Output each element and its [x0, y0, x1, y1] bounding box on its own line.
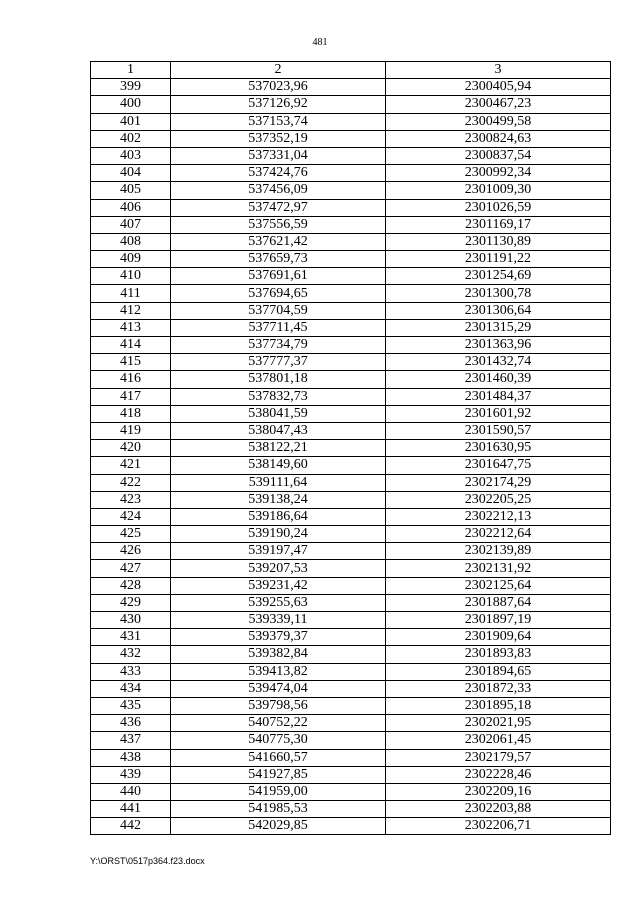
- table-row: [91, 251, 611, 268]
- x-coordinate-cell: 537801,18: [171, 371, 386, 388]
- table-row: [91, 457, 611, 474]
- y-coordinate-cell: 2301872,33: [386, 680, 611, 697]
- table-row: [91, 199, 611, 216]
- y-coordinate-cell: 2300467,23: [386, 96, 611, 113]
- x-coordinate-cell: 538149,60: [171, 457, 386, 474]
- point-number-cell: 412: [91, 302, 171, 319]
- table-row: [91, 491, 611, 508]
- table-row: [91, 646, 611, 663]
- point-number-cell: 425: [91, 526, 171, 543]
- x-coordinate-cell: 540752,22: [171, 715, 386, 732]
- y-coordinate-cell: 2301894,65: [386, 663, 611, 680]
- x-coordinate-cell: 541985,53: [171, 801, 386, 818]
- y-coordinate-cell: 2301315,29: [386, 319, 611, 336]
- table-row: [91, 216, 611, 233]
- y-coordinate-cell: 2301300,78: [386, 285, 611, 302]
- y-coordinate-cell: 2302203,88: [386, 801, 611, 818]
- table-row: [91, 474, 611, 491]
- table-row: [91, 818, 611, 835]
- y-coordinate-cell: 2302021,95: [386, 715, 611, 732]
- y-coordinate-cell: 2301254,69: [386, 268, 611, 285]
- y-coordinate-cell: 2302212,13: [386, 508, 611, 525]
- x-coordinate-cell: 537424,76: [171, 165, 386, 182]
- point-number-cell: 416: [91, 371, 171, 388]
- table-row: [91, 388, 611, 405]
- point-number-cell: 418: [91, 405, 171, 422]
- point-number-cell: 404: [91, 165, 171, 182]
- x-coordinate-cell: 539798,56: [171, 697, 386, 714]
- x-coordinate-cell: 537456,09: [171, 182, 386, 199]
- x-coordinate-cell: 542029,85: [171, 818, 386, 835]
- y-coordinate-cell: 2302179,57: [386, 749, 611, 766]
- x-coordinate-cell: 539255,63: [171, 594, 386, 611]
- table-row: [91, 715, 611, 732]
- x-coordinate-cell: 539186,64: [171, 508, 386, 525]
- point-number-cell: 432: [91, 646, 171, 663]
- point-number-cell: 415: [91, 354, 171, 371]
- footer-file-path: Y:\ORST\0517p364.f23.docx: [90, 856, 205, 866]
- y-coordinate-cell: 2302209,16: [386, 783, 611, 800]
- table-row: [91, 354, 611, 371]
- y-coordinate-cell: 2302174,29: [386, 474, 611, 491]
- x-coordinate-cell: 541660,57: [171, 749, 386, 766]
- y-coordinate-cell: 2301460,39: [386, 371, 611, 388]
- point-number-cell: 419: [91, 422, 171, 439]
- point-number-cell: 402: [91, 130, 171, 147]
- x-coordinate-cell: 537734,79: [171, 337, 386, 354]
- table-row: [91, 130, 611, 147]
- point-number-cell: 434: [91, 680, 171, 697]
- point-number-cell: 428: [91, 577, 171, 594]
- x-coordinate-cell: 537832,73: [171, 388, 386, 405]
- y-coordinate-cell: 2302228,46: [386, 766, 611, 783]
- point-number-cell: 436: [91, 715, 171, 732]
- x-coordinate-cell: 539379,37: [171, 629, 386, 646]
- x-coordinate-cell: 540775,30: [171, 732, 386, 749]
- coordinates-table-container: [90, 61, 610, 835]
- point-number-cell: 435: [91, 697, 171, 714]
- table-row: [91, 79, 611, 96]
- y-coordinate-cell: 2302206,71: [386, 818, 611, 835]
- x-coordinate-cell: 537659,73: [171, 251, 386, 268]
- table-row: [91, 371, 611, 388]
- y-coordinate-cell: 2301895,18: [386, 697, 611, 714]
- x-coordinate-cell: 537126,92: [171, 96, 386, 113]
- point-number-cell: 439: [91, 766, 171, 783]
- x-coordinate-cell: 537352,19: [171, 130, 386, 147]
- table-row: [91, 732, 611, 749]
- x-coordinate-cell: 539207,53: [171, 560, 386, 577]
- x-coordinate-cell: 541927,85: [171, 766, 386, 783]
- y-coordinate-cell: 2300824,63: [386, 130, 611, 147]
- table-row: [91, 96, 611, 113]
- page-number: 481: [312, 37, 328, 48]
- y-coordinate-cell: 2301363,96: [386, 337, 611, 354]
- table-row: [91, 663, 611, 680]
- point-number-cell: 421: [91, 457, 171, 474]
- x-coordinate-cell: 537023,96: [171, 79, 386, 96]
- table-row: [91, 302, 611, 319]
- point-number-cell: 410: [91, 268, 171, 285]
- y-coordinate-cell: 2302125,64: [386, 577, 611, 594]
- point-number-cell: 424: [91, 508, 171, 525]
- table-row: [91, 526, 611, 543]
- y-coordinate-cell: 2302061,45: [386, 732, 611, 749]
- table-row: [91, 233, 611, 250]
- y-coordinate-cell: 2301601,92: [386, 405, 611, 422]
- table-row: [91, 680, 611, 697]
- y-coordinate-cell: 2301647,75: [386, 457, 611, 474]
- y-coordinate-cell: 2301130,89: [386, 233, 611, 250]
- x-coordinate-cell: 538122,21: [171, 440, 386, 457]
- point-number-cell: 433: [91, 663, 171, 680]
- point-number-cell: 438: [91, 749, 171, 766]
- y-coordinate-cell: 2302131,92: [386, 560, 611, 577]
- y-coordinate-cell: 2301432,74: [386, 354, 611, 371]
- table-row: [91, 268, 611, 285]
- table-row: [91, 594, 611, 611]
- x-coordinate-cell: 537153,74: [171, 113, 386, 130]
- point-number-cell: 406: [91, 199, 171, 216]
- y-coordinate-cell: 2300405,94: [386, 79, 611, 96]
- point-number-cell: 399: [91, 79, 171, 96]
- table-header-row: [91, 62, 611, 79]
- x-coordinate-cell: 539474,04: [171, 680, 386, 697]
- y-coordinate-cell: 2300499,58: [386, 113, 611, 130]
- x-coordinate-cell: 537777,37: [171, 354, 386, 371]
- y-coordinate-cell: 2301026,59: [386, 199, 611, 216]
- table-row: [91, 182, 611, 199]
- point-number-cell: 422: [91, 474, 171, 491]
- y-coordinate-cell: 2301590,57: [386, 422, 611, 439]
- point-number-cell: 427: [91, 560, 171, 577]
- y-coordinate-cell: 2300837,54: [386, 147, 611, 164]
- table-header: [91, 62, 611, 79]
- table-body: [91, 79, 611, 835]
- table-row: [91, 147, 611, 164]
- y-coordinate-cell: 2301909,64: [386, 629, 611, 646]
- point-number-cell: 417: [91, 388, 171, 405]
- point-number-cell: 405: [91, 182, 171, 199]
- point-number-cell: 442: [91, 818, 171, 835]
- point-number-cell: 430: [91, 612, 171, 629]
- point-number-cell: 407: [91, 216, 171, 233]
- table-row: [91, 405, 611, 422]
- point-number-cell: 401: [91, 113, 171, 130]
- x-coordinate-cell: 539197,47: [171, 543, 386, 560]
- table-row: [91, 337, 611, 354]
- x-coordinate-cell: 539111,64: [171, 474, 386, 491]
- coordinates-table: [90, 61, 611, 835]
- column-header-1: 1: [91, 62, 171, 79]
- x-coordinate-cell: 537691,61: [171, 268, 386, 285]
- table-row: [91, 560, 611, 577]
- column-header-3: 3: [386, 62, 611, 79]
- point-number-cell: 400: [91, 96, 171, 113]
- table-row: [91, 577, 611, 594]
- table-row: [91, 749, 611, 766]
- y-coordinate-cell: 2301484,37: [386, 388, 611, 405]
- point-number-cell: 411: [91, 285, 171, 302]
- table-row: [91, 422, 611, 439]
- point-number-cell: 409: [91, 251, 171, 268]
- table-row: [91, 165, 611, 182]
- y-coordinate-cell: 2302205,25: [386, 491, 611, 508]
- y-coordinate-cell: 2302139,89: [386, 543, 611, 560]
- point-number-cell: 420: [91, 440, 171, 457]
- x-coordinate-cell: 537694,65: [171, 285, 386, 302]
- x-coordinate-cell: 539190,24: [171, 526, 386, 543]
- y-coordinate-cell: 2301191,22: [386, 251, 611, 268]
- x-coordinate-cell: 539339,11: [171, 612, 386, 629]
- x-coordinate-cell: 537556,59: [171, 216, 386, 233]
- point-number-cell: 403: [91, 147, 171, 164]
- point-number-cell: 440: [91, 783, 171, 800]
- table-row: [91, 697, 611, 714]
- table-row: [91, 766, 611, 783]
- y-coordinate-cell: 2302212,64: [386, 526, 611, 543]
- x-coordinate-cell: 539413,82: [171, 663, 386, 680]
- x-coordinate-cell: 538041,59: [171, 405, 386, 422]
- y-coordinate-cell: 2301169,17: [386, 216, 611, 233]
- table-row: [91, 801, 611, 818]
- x-coordinate-cell: 537621,42: [171, 233, 386, 250]
- x-coordinate-cell: 539138,24: [171, 491, 386, 508]
- y-coordinate-cell: 2301306,64: [386, 302, 611, 319]
- y-coordinate-cell: 2301893,83: [386, 646, 611, 663]
- x-coordinate-cell: 539382,84: [171, 646, 386, 663]
- point-number-cell: 437: [91, 732, 171, 749]
- table-row: [91, 629, 611, 646]
- table-row: [91, 543, 611, 560]
- x-coordinate-cell: 539231,42: [171, 577, 386, 594]
- y-coordinate-cell: 2300992,34: [386, 165, 611, 182]
- y-coordinate-cell: 2301887,64: [386, 594, 611, 611]
- table-row: [91, 113, 611, 130]
- point-number-cell: 413: [91, 319, 171, 336]
- point-number-cell: 429: [91, 594, 171, 611]
- y-coordinate-cell: 2301630,95: [386, 440, 611, 457]
- column-header-2: 2: [171, 62, 386, 79]
- table-row: [91, 440, 611, 457]
- table-row: [91, 783, 611, 800]
- table-row: [91, 508, 611, 525]
- table-row: [91, 612, 611, 629]
- x-coordinate-cell: 537711,45: [171, 319, 386, 336]
- point-number-cell: 431: [91, 629, 171, 646]
- point-number-cell: 441: [91, 801, 171, 818]
- x-coordinate-cell: 537472,97: [171, 199, 386, 216]
- x-coordinate-cell: 537704,59: [171, 302, 386, 319]
- x-coordinate-cell: 541959,00: [171, 783, 386, 800]
- table-row: [91, 285, 611, 302]
- x-coordinate-cell: 537331,04: [171, 147, 386, 164]
- point-number-cell: 408: [91, 233, 171, 250]
- y-coordinate-cell: 2301009,30: [386, 182, 611, 199]
- point-number-cell: 414: [91, 337, 171, 354]
- point-number-cell: 426: [91, 543, 171, 560]
- y-coordinate-cell: 2301897,19: [386, 612, 611, 629]
- x-coordinate-cell: 538047,43: [171, 422, 386, 439]
- point-number-cell: 423: [91, 491, 171, 508]
- table-row: [91, 319, 611, 336]
